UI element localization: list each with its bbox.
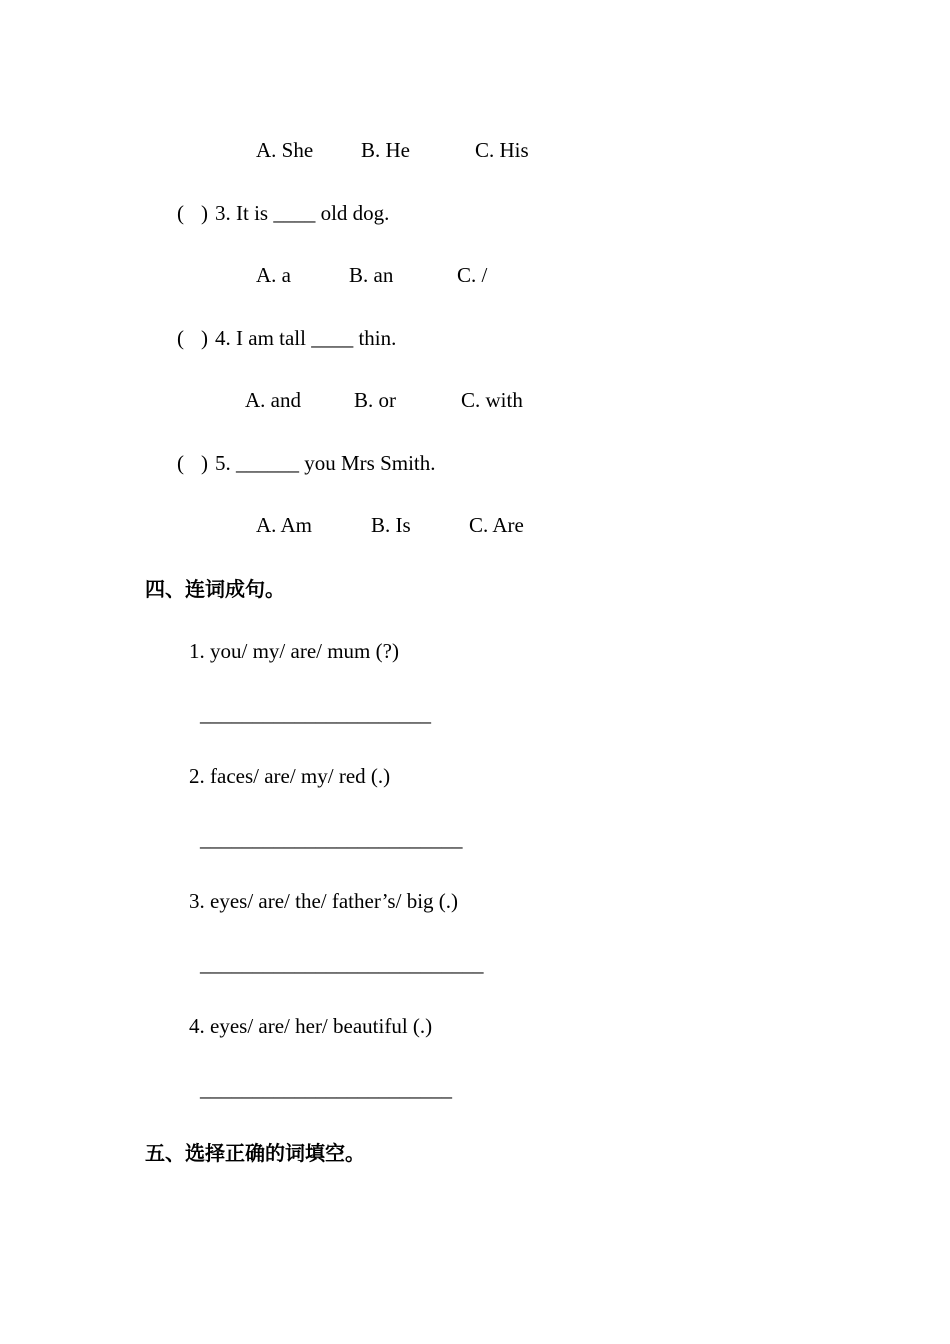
q5-answer-paren-open: (: [177, 451, 184, 475]
q4-option-b: B. or: [354, 388, 396, 412]
section4-item-3-blank: ___________________________: [200, 952, 484, 976]
q4-answer-paren-open: (: [177, 326, 184, 350]
q3-option-b: B. an: [349, 263, 394, 287]
q3-stem: 3. It is ____ old dog.: [215, 201, 390, 225]
section4-heading: 四、连词成句。: [145, 577, 285, 601]
q2-option-a: A. She: [256, 138, 314, 162]
section4-item-2-blank: _________________________: [200, 827, 463, 851]
section4-item-1-prompt: 1. you/ my/ are/ mum (?): [189, 639, 399, 663]
q4-answer-paren-close: ): [201, 326, 208, 350]
section4-item-3-prompt: 3. eyes/ are/ the/ father’s/ big (.): [189, 889, 459, 913]
section4-item-4-prompt: 4. eyes/ are/ her/ beautiful (.): [189, 1014, 433, 1038]
q3-answer-paren-close: ): [201, 201, 208, 225]
q5-option-c: C. Are: [469, 513, 524, 537]
q5-option-a: A. Am: [256, 513, 313, 537]
q4-option-a: A. and: [245, 388, 301, 412]
q4-stem: 4. I am tall ____ thin.: [215, 326, 397, 350]
q3-option-c: C. /: [457, 263, 488, 287]
q5-option-b: B. Is: [371, 513, 411, 537]
q3-answer-paren-open: (: [177, 201, 184, 225]
section4-item-1-blank: ______________________: [200, 702, 431, 726]
q5-answer-paren-close: ): [201, 451, 208, 475]
q3-option-a: A. a: [256, 263, 291, 287]
q2-option-c: C. His: [475, 138, 529, 162]
q2-option-b: B. He: [361, 138, 410, 162]
section5-heading: 五、选择正确的词填空。: [145, 1141, 365, 1165]
section4-item-4-blank: ________________________: [200, 1077, 452, 1101]
section4-item-2-prompt: 2. faces/ are/ my/ red (.): [189, 764, 391, 788]
q4-option-c: C. with: [461, 388, 523, 412]
q5-stem: 5. ______ you Mrs Smith.: [215, 451, 436, 475]
